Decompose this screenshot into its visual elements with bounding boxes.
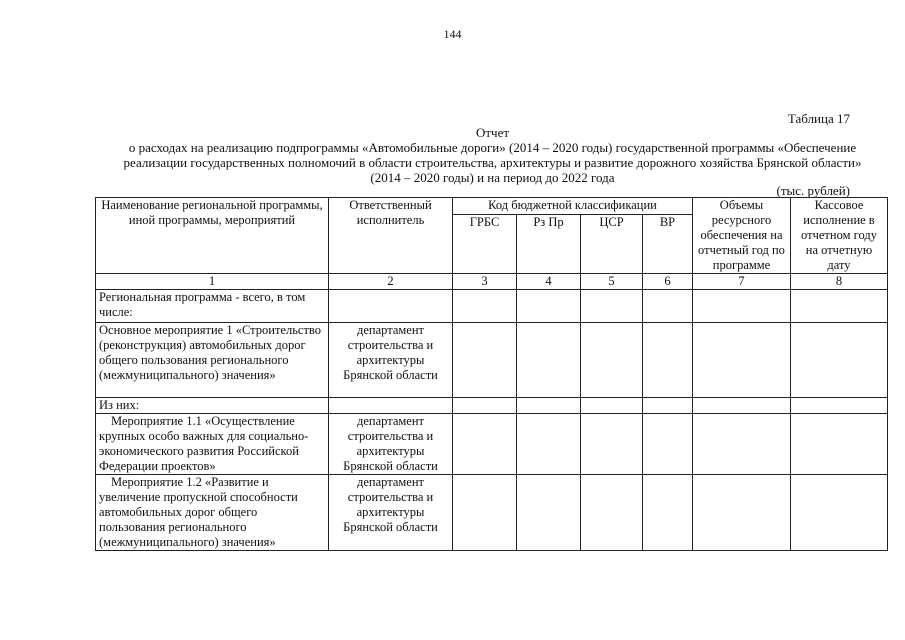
header-csr: ЦСР — [581, 214, 643, 273]
table-row — [96, 414, 888, 475]
table-row — [96, 398, 888, 414]
header-executor: Ответственный исполнитель — [329, 198, 453, 274]
header-grbs: ГРБС — [453, 214, 517, 273]
title-line-2: о расходах на реализацию подпрограммы «Автомобильные дороги» (2014 – 2020 годы) государственной программы «Обеспечение — [128, 140, 857, 155]
column-number: 4 — [517, 274, 581, 290]
header-budget-code: Код бюджетной классификации — [453, 198, 693, 215]
row-name: Основное мероприятие 1 «Строительство (реконструкция) автомобильных дорог общего пользования регионального (межмуниципального) значения» — [96, 323, 329, 398]
title-line-1: Отчет — [475, 125, 510, 140]
column-number: 5 — [581, 274, 643, 290]
header-volumes: Объемы ресурсного обеспечения на отчетный год по программе — [693, 198, 791, 274]
row-executor — [329, 290, 453, 323]
column-number: 8 — [791, 274, 888, 290]
row-name: Мероприятие 1.1 «Осуществление крупных особо важных для социально-экономического развития Российской Федерации проектов» — [96, 414, 329, 475]
header-cash: Кассовое исполнение в отчетном году на отчетную дату — [791, 198, 888, 274]
title-line-3: реализации государственных полномочий в области строительства, архитектуры и развитие дорожного хозяйства Брянской области» — [123, 155, 862, 170]
table-label: Таблица 17 — [787, 111, 850, 126]
row-name: Из них: — [96, 398, 329, 414]
report-title — [95, 125, 890, 185]
row-name: Региональная программа - всего, в том числе: — [96, 290, 329, 323]
header-vr: ВР — [643, 214, 693, 273]
column-number: 1 — [96, 274, 329, 290]
table-row — [96, 323, 888, 398]
row-executor: департамент строительства и архитектуры Брянской области — [329, 323, 453, 398]
table-row — [96, 290, 888, 323]
column-number: 7 — [693, 274, 791, 290]
title-line-4: (2014 – 2020 годы) и на период до 2022 года — [370, 170, 615, 185]
column-number: 3 — [453, 274, 517, 290]
row-executor: департамент строительства и архитектуры Брянской области — [329, 475, 453, 551]
header-rzpr: Рз Пр — [517, 214, 581, 273]
row-executor: департамент строительства и архитектуры Брянской области — [329, 414, 453, 475]
row-executor — [329, 398, 453, 414]
column-number: 6 — [643, 274, 693, 290]
page-number: 144 — [443, 27, 462, 41]
column-number: 2 — [329, 274, 453, 290]
header-name: Наименование региональной программы, иной программы, мероприятий — [96, 198, 329, 274]
table-row — [96, 475, 888, 551]
row-name: Мероприятие 1.2 «Развитие и увеличение пропускной способности автомобильных дорог общего пользования регионального (межмуниципального) значения» — [96, 475, 329, 551]
report-table — [95, 197, 888, 551]
units-label: (тыс. рублей) — [776, 183, 850, 198]
